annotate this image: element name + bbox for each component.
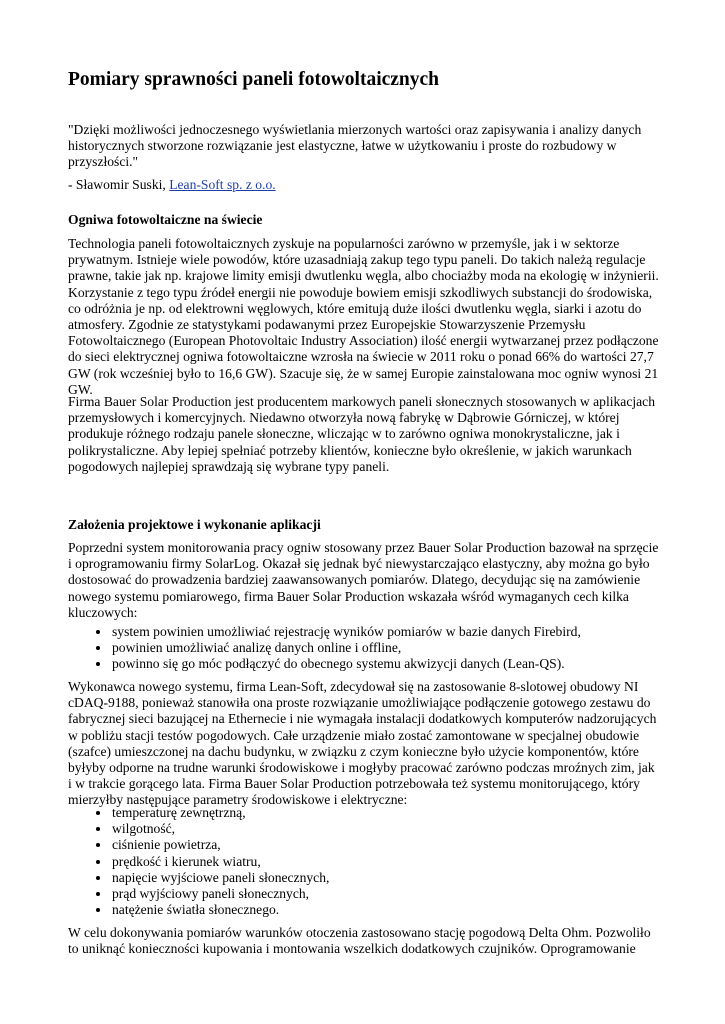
section-heading-pv-world: Ogniwa fotowoltaiczne na świecie <box>68 212 263 227</box>
paragraph-weather-station: W celu dokonywania pomiarów warunków otoczenia zastosowano stację pogodową Delta Ohm. Pozwoliło to uniknąć konieczności kupowania i montowania wszelkich dodatkowych czujników. Oprogramowanie <box>68 925 651 957</box>
list-item: • ciśnienie powietrza, <box>111 837 703 853</box>
list-item: • temperaturę zewnętrzną, <box>111 805 703 821</box>
company-link[interactable]: Lean-Soft sp. z o.o. <box>169 177 276 192</box>
paragraph-pv-technology: Technologia paneli fotowoltaicznych zyskuje na popularności zarówno w przemyśle, jak i w sektorze prywatnym. Istnieje wiele powodów, które uzasadniają zakup tego typu paneli. Do takich należą regulacje prawne, takie jak np. krajowe limity emisji dwutlenku węgla, albo chociażby moda na ekologię w inżynierii. Korzystanie z tego typu źródeł energii nie powoduje bowiem emisji szkodliwych substancji do środowiska, co odróżnia je np. od elektrowni węglowych, które emitują duże ilości dwutlenku węgla, siarki i azotu do atmosfery. Zgodnie ze statystykami podawanymi przez Europejskie Stowarzyszenie Przemysłu Fotowoltaicznego (European Photovoltaic Industry Association) ilość energii wytwarzanej przez podłączone do sieci elektrycznej ogniwa fotowoltaiczne wzrosła na świecie w 2011 roku o ponad 66% do wartości 27,7 GW (rok wcześniej było to 16,6 GW). Szacuje się, że w samej Europie zainstalowana moc ogniw wynosi 21 GW. <box>68 236 659 397</box>
list-item: • prąd wyjściowy paneli słonecznych, <box>111 886 703 902</box>
list-item: • powinien umożliwiać analizę danych online i offline, <box>111 640 703 656</box>
quote-text: "Dzięki możliwości jednoczesnego wyświetlania mierzonych wartości oraz zapisywania i analizy danych historycznych stworzone rozwiązanie jest elastyczne, łatwe w użytkowaniu i proste do rozbudowy w przyszłości." <box>68 122 642 170</box>
quote-author <box>68 177 660 193</box>
quote-author-name: - Sławomir Suski, <box>68 177 170 192</box>
paragraph-previous-system: Poprzedni system monitorowania pracy ogniw stosowany przez Bauer Solar Production bazował na sprzęcie i oprogramowaniu firmy SolarLog. Okazał się jednak być niewystarczająco elastyczny, aby można go było dostosować do prowadzenia bardziej zaawansowanych pomiarów. Dlatego, decydując się na zamówienie nowego systemu pomiarowego, firma Bauer Solar Production wskazała wśród wymaganych cech kilka kluczowych: <box>68 540 659 620</box>
requirements-list <box>68 624 703 673</box>
paragraph-lean-soft: Wykonawca nowego systemu, firma Lean-Soft, zdecydował się na zastosowanie 8-slotowej obudowy NI cDAQ-9188, ponieważ stanowiła ona proste rozwiązanie umożliwiające podłączenie gotowego zestawu do fabrycznej sieci bazującej na Ethernecie i nie wymagała instalacji dodatkowych komputerów nadzorujących w pobliżu stacji testów pogodowych. Całe urządzenie miało zostać zamontowane w specjalnej obudowie (szafce) umieszczonej na dachu budynku, w związku z czym konieczne było użycie komponentów, które byłyby odporne na trudne warunki środowiskowe i mogłyby pracować zarówno podczas mroźnych zim, jak i w trakcie gorącego lata. Firma Bauer Solar Production potrzebowała też systemu monitorującego, który mierzyłby następujące parametry środowiskowe i elektryczne: <box>68 679 657 808</box>
list-item: • wilgotność, <box>111 821 703 837</box>
list-item: • napięcie wyjściowe paneli słonecznych, <box>111 870 703 886</box>
list-item: • system powinien umożliwiać rejestrację wyników pomiarów w bazie danych Firebird, <box>111 624 703 640</box>
list-item: • prędkość i kierunek wiatru, <box>111 854 703 870</box>
list-item: • natężenie światła słonecznego. <box>111 902 703 918</box>
section-heading-project: Założenia projektowe i wykonanie aplikacji <box>68 517 321 532</box>
page-title: Pomiary sprawności paneli fotowoltaicznych <box>68 69 440 90</box>
paragraph-bauer-solar: Firma Bauer Solar Production jest producentem markowych paneli słonecznych stosowanych w aplikacjach przemysłowych i komercyjnych. Niedawno otworzyła nową fabrykę w Dąbrowie Górniczej, w której produkuje różnego rodzaju panele słoneczne, wliczając w to zarówno ogniwa monokrystaliczne, jak i polikrystaliczne. Aby lepiej spełniać potrzeby klientów, konieczne było określenie, w jakich warunkach pogodowych najlepiej sprawdzają się wybrane typy paneli. <box>68 394 656 474</box>
parameters-list <box>68 805 703 918</box>
list-item: • powinno się go móc podłączyć do obecnego systemu akwizycji danych (Lean-QS). <box>111 656 703 672</box>
